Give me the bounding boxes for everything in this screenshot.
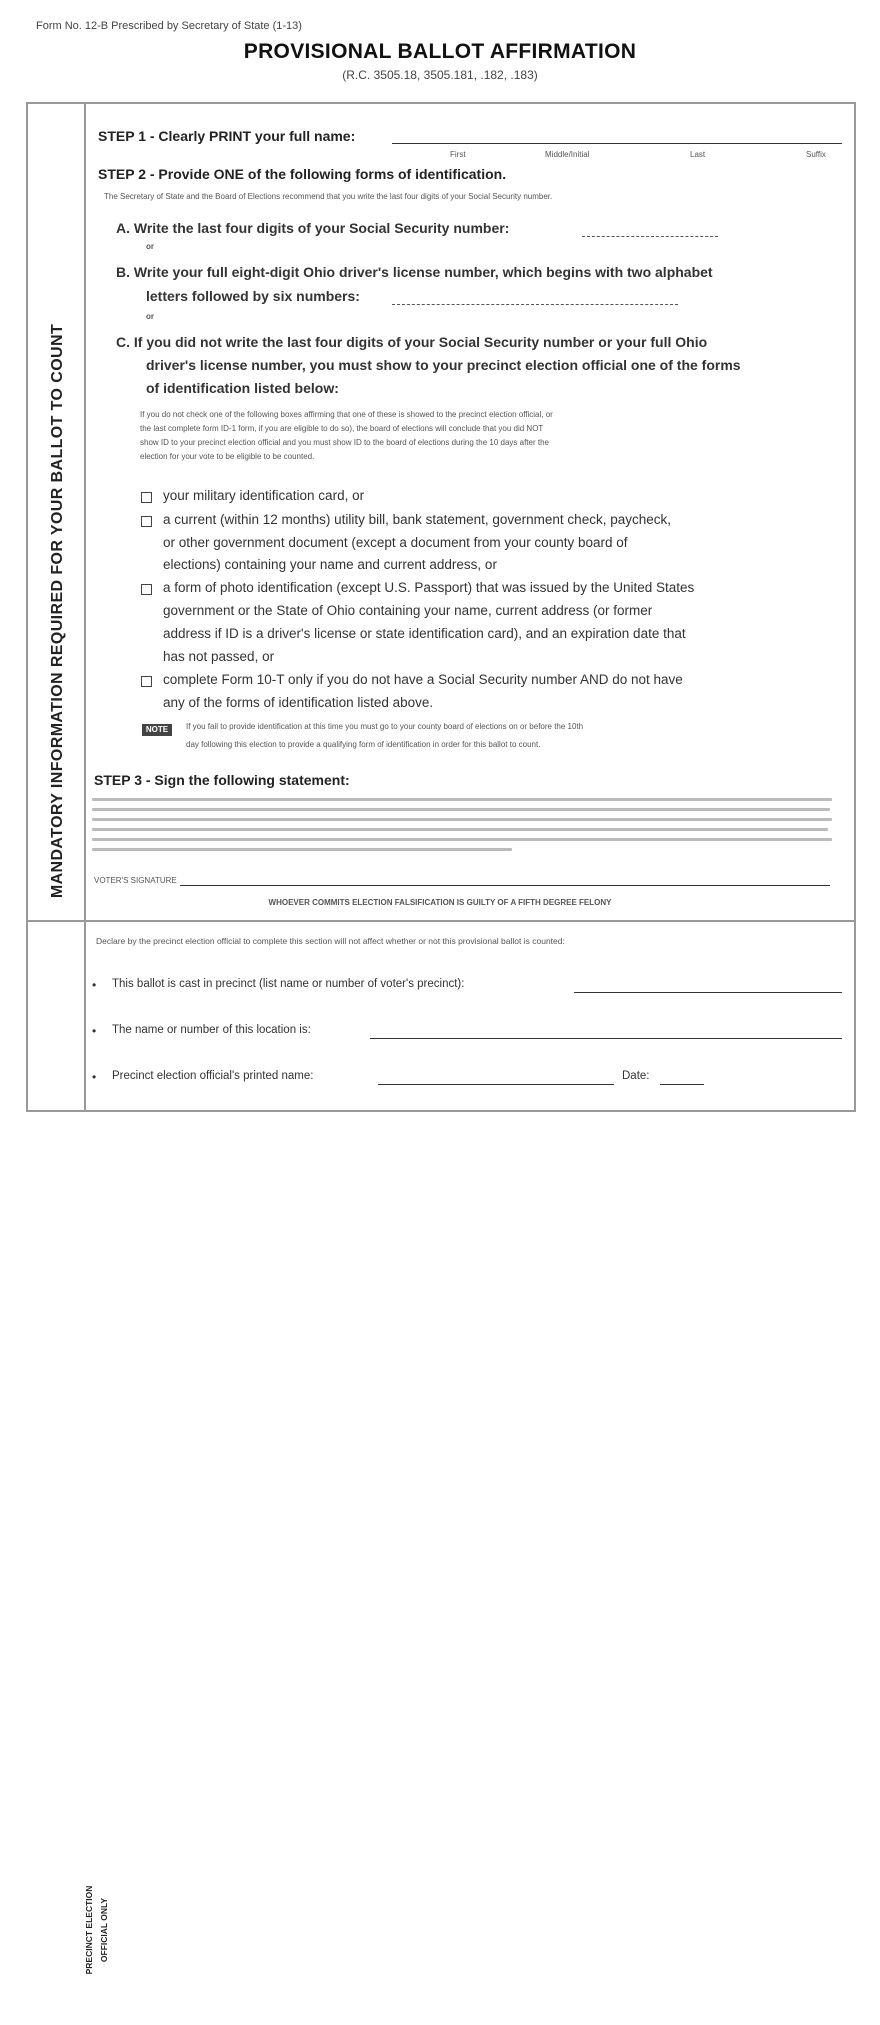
location-label: The name or number of this location is: [112, 1024, 311, 1036]
step2-label: STEP 2 - Provide ONE of the following forms of identification. [98, 166, 507, 182]
felony-warning: WHOEVER COMMITS ELECTION FALSIFICATION IS GUILTY OF A FIFTH DEGREE FELONY [268, 898, 612, 907]
name-sub-label: First [450, 150, 466, 159]
note-text: If you fail to provide identification at this time you must go to your county board of elections on or before the 10th [186, 722, 584, 731]
or-separator: or [146, 242, 154, 251]
id-option-text: has not passed, or [163, 649, 275, 664]
ssn-last4-field[interactable] [582, 236, 718, 237]
option-c-label-3: of identification listed below: [146, 380, 339, 396]
option-c-label-2: driver's license number, you must show to your precinct election official one of the forms [146, 357, 741, 373]
page-title: PROVISIONAL BALLOT AFFIRMATION [243, 40, 637, 63]
precinct-field[interactable] [574, 992, 842, 993]
official-name-label: Precinct election official's printed name: [112, 1070, 314, 1082]
affirmation-text [92, 818, 832, 821]
step2-note: The Secretary of State and the Board of Elections recommend that you write the last four digits of your Social Security number. [104, 192, 553, 201]
affirmation-text [92, 838, 832, 841]
id-option-text: or other government document (except a document from your county board of [163, 535, 628, 550]
step3-label: STEP 3 - Sign the following statement: [94, 772, 350, 788]
bullet-icon: • [92, 1070, 97, 1084]
affirmation-text [92, 808, 830, 811]
location-field[interactable] [370, 1038, 842, 1039]
id-option-text: any of the forms of identification listed above. [163, 695, 434, 710]
date-label: Date: [622, 1070, 650, 1082]
fine-print: show ID to your precinct election official and you must show ID to the board of elections during the 10 days after the [140, 438, 549, 447]
official-intro: Declare by the precinct election official to complete this section will not affect whether or not this provisional ballot is counted: [96, 936, 565, 946]
affirmation-text [92, 848, 512, 851]
id-option-text: a form of photo identification (except U.S. Passport) that was issued by the United States [163, 580, 695, 595]
mandatory-sidebar [26, 102, 86, 922]
official-sidebar-label-2: OFFICIAL ONLY [99, 1897, 109, 1963]
fine-print: election for your vote to be eligible to be counted. [140, 452, 315, 461]
photo-id-checkbox[interactable] [141, 584, 152, 595]
full-name-field[interactable] [392, 143, 842, 144]
option-b-label-2: letters followed by six numbers: [146, 288, 360, 304]
military-id-checkbox[interactable] [141, 492, 152, 503]
id-option-text: government or the State of Ohio containing your name, current address (or former [163, 603, 653, 618]
form-number: Form No. 12-B Prescribed by Secretary of State (1-13) [36, 20, 302, 32]
id-option-text: a current (within 12 months) utility bill, bank statement, government check, paycheck, [163, 512, 671, 527]
name-sub-label: Last [690, 150, 706, 159]
fine-print: If you do not check one of the following boxes affirming that one of these is showed to the precinct election official, or [140, 410, 553, 419]
option-a-label: A. Write the last four digits of your Social Security number: [116, 220, 510, 236]
id-option-text: your military identification card, or [163, 488, 365, 503]
statute-citation: (R.C. 3505.18, 3505.181, .182, .183) [342, 68, 538, 82]
id-option-text: address if ID is a driver's license or state identification card), and an expiration date that [163, 626, 686, 641]
date-field[interactable] [660, 1084, 704, 1085]
note-badge: NOTE [142, 724, 172, 736]
name-sub-label: Suffix [806, 150, 826, 159]
bullet-icon: • [92, 1024, 97, 1038]
note-text: day following this election to provide a qualifying form of identification in order for this ballot to count. [186, 740, 541, 749]
official-sidebar-label-1: PRECINCT ELECTION [84, 1885, 94, 1975]
or-separator: or [146, 312, 154, 321]
option-c-label-1: C. If you did not write the last four digits of your Social Security number or your full Ohio [116, 334, 708, 350]
id-option-text: complete Form 10-T only if you do not have a Social Security number AND do not have [163, 672, 683, 687]
form-10t-checkbox[interactable] [141, 676, 152, 687]
voter-signature-field[interactable] [180, 885, 830, 886]
precinct-label: This ballot is cast in precinct (list name or number of voter's precinct): [112, 978, 465, 990]
utility-bill-checkbox[interactable] [141, 516, 152, 527]
drivers-license-field[interactable] [392, 304, 678, 305]
voter-signature-label: VOTER'S SIGNATURE [94, 876, 177, 885]
step1-label: STEP 1 - Clearly PRINT your full name: [98, 128, 356, 144]
section-divider [26, 920, 856, 922]
name-sub-label: Middle/Initial [545, 150, 590, 159]
affirmation-text [92, 828, 828, 831]
mandatory-sidebar-label: MANDATORY INFORMATION REQUIRED FOR YOUR BALLOT TO COUNT [49, 323, 66, 899]
official-name-field[interactable] [378, 1084, 614, 1085]
id-option-text: elections) containing your name and current address, or [163, 557, 497, 572]
option-b-label-1: B. Write your full eight-digit Ohio driver's license number, which begins with two alphabet [116, 264, 713, 280]
affirmation-text [92, 798, 832, 801]
official-sidebar [26, 920, 109, 1975]
bullet-icon: • [92, 978, 97, 992]
fine-print: the last complete form ID-1 form, if you are eligible to do so), the board of elections will conclude that you did NOT [140, 424, 544, 433]
